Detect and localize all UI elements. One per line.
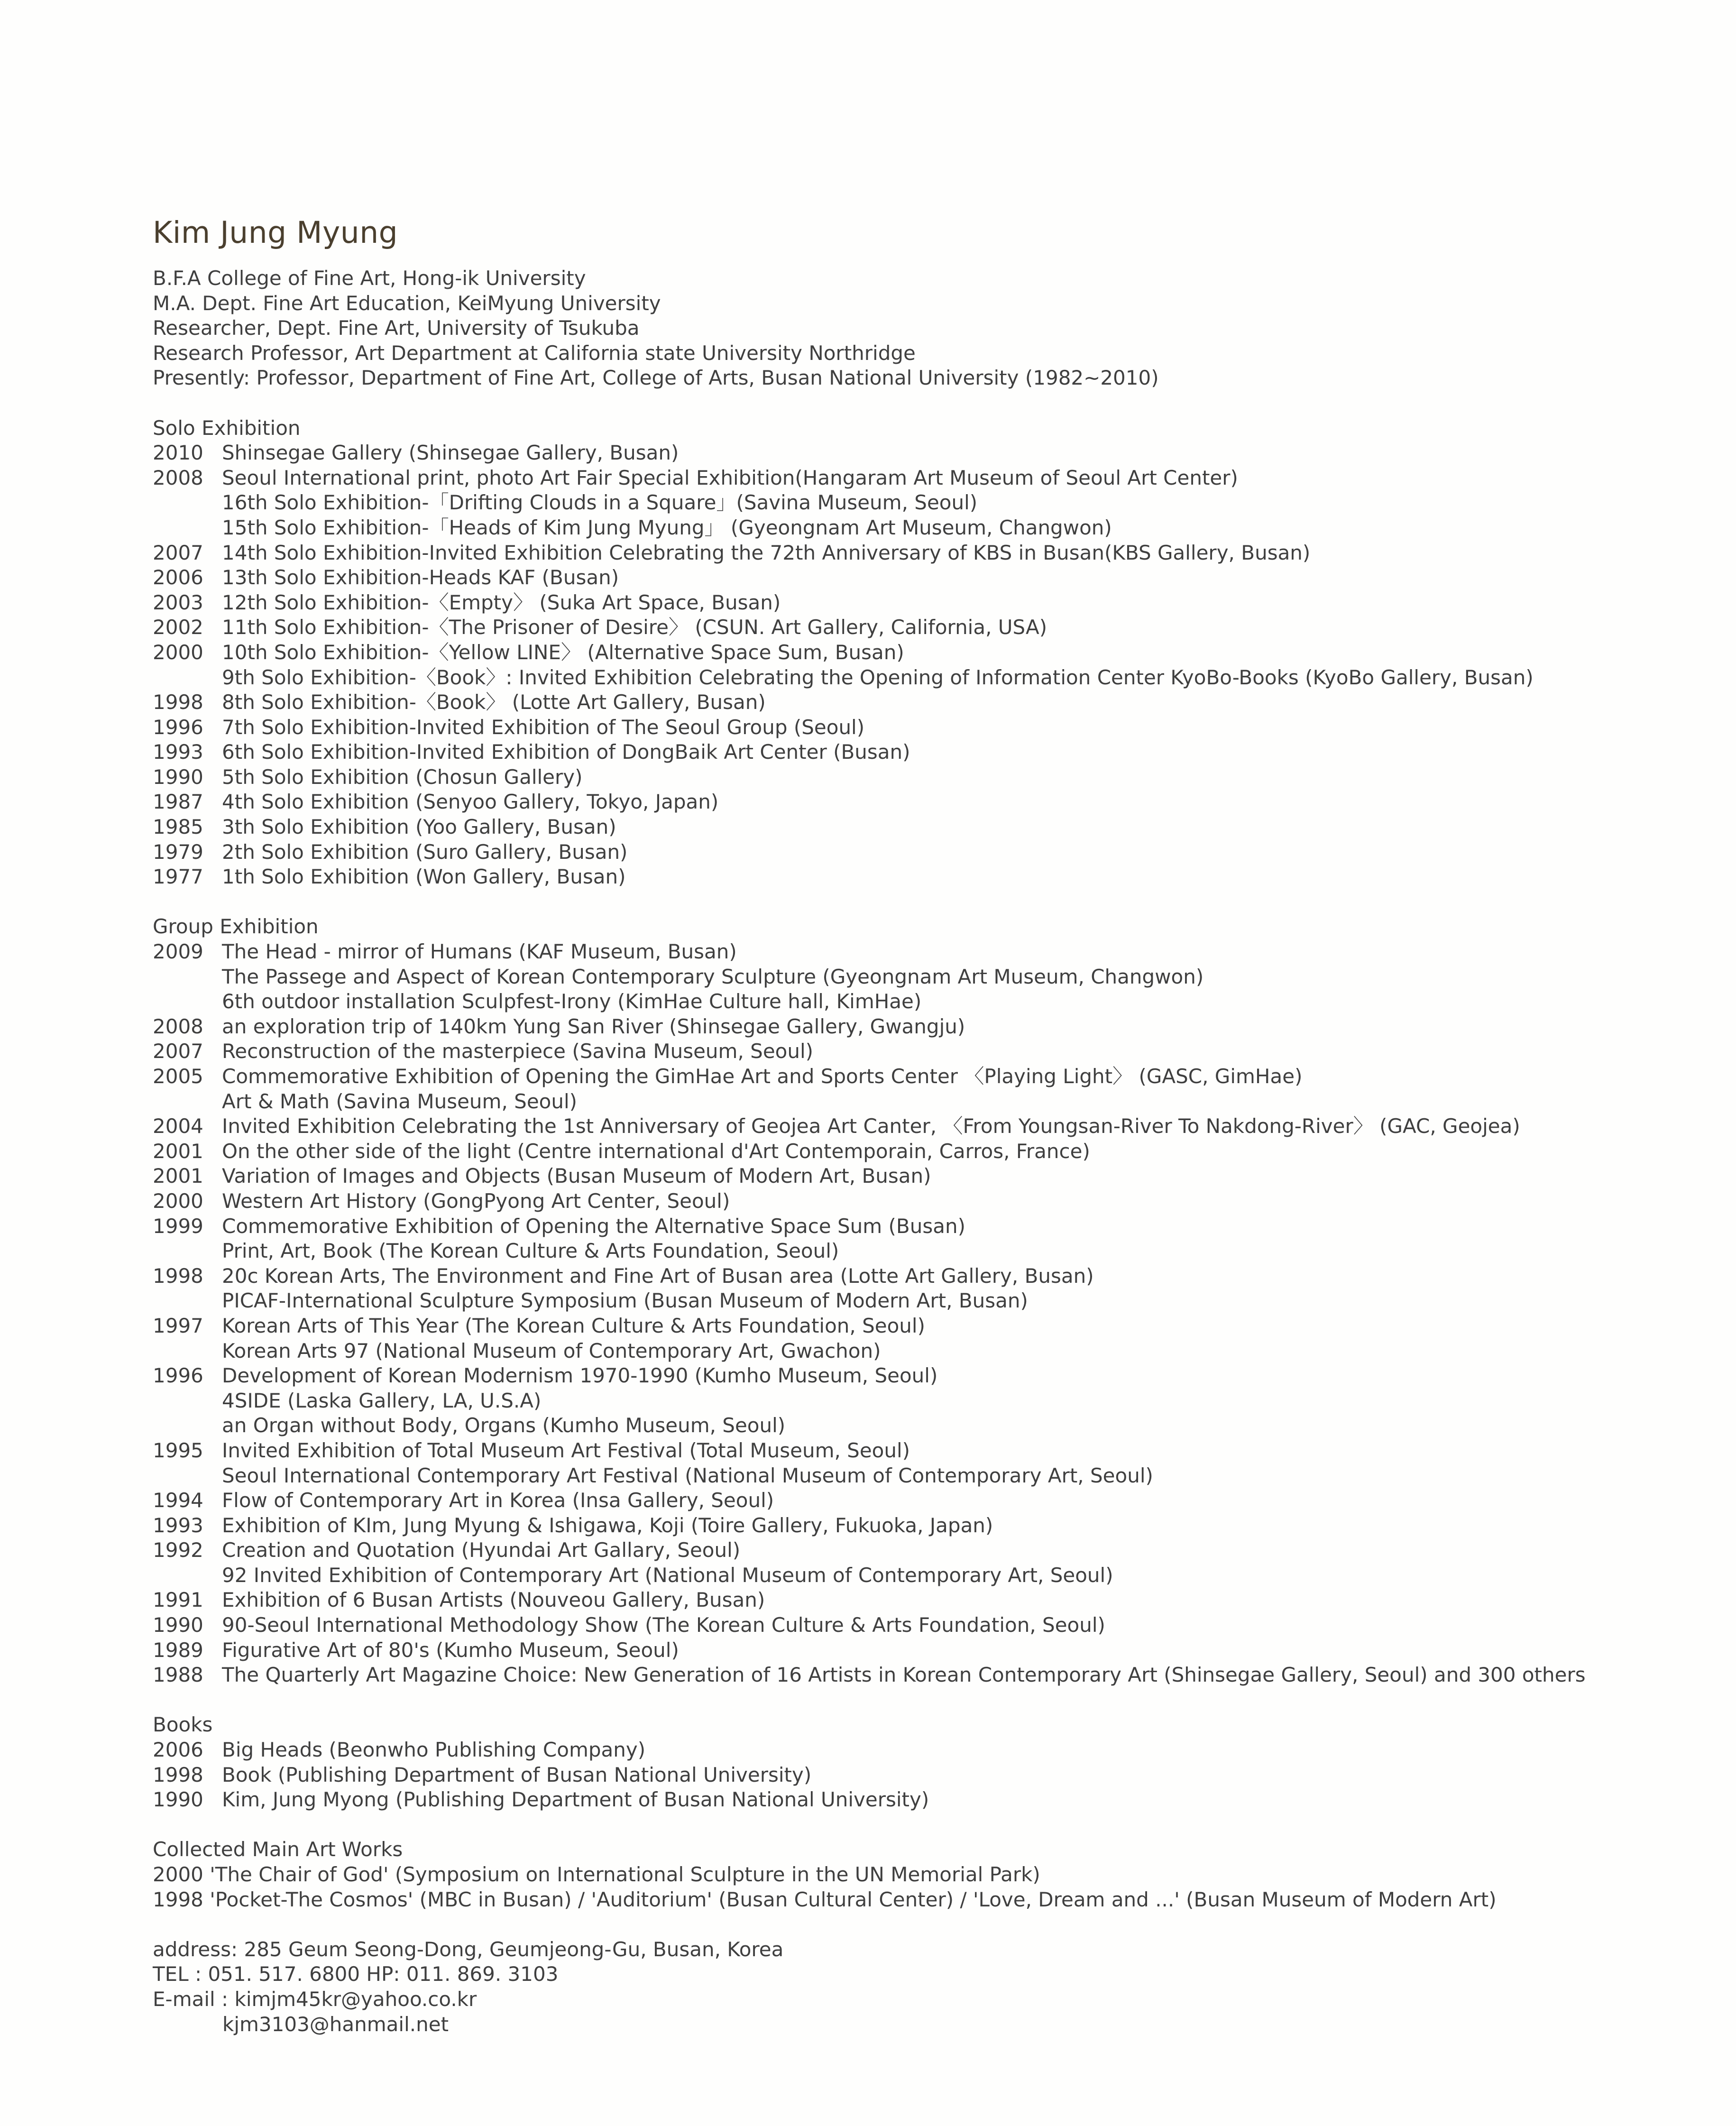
group-row [153, 1638, 1586, 1663]
entry-text: Commemorative Exhibition of Opening the Alternative Space Sum (Busan) [222, 1214, 965, 1238]
year-label: 1987 [153, 790, 203, 814]
entry-text: On the other side of the light (Centre international d'Art Contemporain, Carros, France) [222, 1139, 1090, 1163]
entry-text: 10th Solo Exhibition-〈Yellow LINE〉 (Alternative Space Sum, Busan) [222, 640, 904, 664]
entry-text: The Quarterly Art Magazine Choice: New Generation of 16 Artists in Korean Contemporary Art (Shinsegae Gallery, Seoul) and 300 others [222, 1663, 1586, 1687]
year-label: 2001 [153, 1164, 203, 1188]
year-label [153, 515, 222, 541]
solo-row [153, 640, 1586, 665]
entry-text: 9th Solo Exhibition-〈Book〉: Invited Exhibition Celebrating the Opening of Information Center KyoBo-Books (KyoBo Gallery, Busan) [222, 665, 1534, 689]
entry-text: Exhibition of KIm, Jung Myung & Ishigawa, Koji (Toire Gallery, Fukuoka, Japan) [222, 1513, 993, 1537]
group-heading: Group Exhibition [153, 915, 319, 939]
group-row [153, 1039, 1586, 1064]
year-label: 1977 [153, 865, 203, 889]
solo-row [153, 790, 1586, 815]
tel-text: TEL : 051. 517. 6800 HP: 011. 869. 3103 [153, 1962, 559, 1986]
solo-row [153, 665, 1586, 690]
entry-text: Shinsegae Gallery (Shinsegae Gallery, Busan) [222, 441, 679, 465]
education-item: B.F.A College of Fine Art, Hong-ik University [153, 267, 586, 290]
entry-text: 12th Solo Exhibition-〈Empty〉 (Suka Art Space, Busan) [222, 590, 781, 614]
entry-text: Reconstruction of the masterpiece (Savina Museum, Seoul) [222, 1040, 814, 1063]
entry-text: 5th Solo Exhibition (Chosun Gallery) [222, 765, 583, 789]
entry-text: Korean Arts 97 (National Museum of Contemporary Art, Gwachon) [222, 1339, 881, 1362]
books-list [153, 1738, 1586, 1813]
group-row [153, 1613, 1586, 1638]
year-label [153, 1288, 222, 1314]
year-label: 2007 [153, 1040, 203, 1063]
entry-text: 20c Korean Arts, The Environment and Fine Art of Busan area (Lotte Art Gallery, Busan) [222, 1264, 1094, 1288]
year-label: 1991 [153, 1588, 203, 1612]
year-label [153, 1339, 222, 1364]
year-label [153, 1389, 222, 1414]
group-row [153, 1014, 1586, 1040]
year-label: 2003 [153, 590, 203, 614]
year-label: 1996 [153, 715, 203, 739]
year-label: 1998 [153, 1264, 203, 1288]
group-row [153, 1164, 1586, 1189]
year-label [153, 1563, 222, 1588]
solo-row [153, 541, 1586, 566]
group-row [153, 1413, 1586, 1438]
entry-text: Western Art History (GongPyong Art Center, Seoul) [222, 1189, 730, 1213]
solo-row [153, 715, 1586, 740]
entry-text: Invited Exhibition of Total Museum Art Festival (Total Museum, Seoul) [222, 1438, 910, 1462]
solo-row [153, 865, 1586, 890]
entry-text: Art & Math (Savina Museum, Seoul) [222, 1089, 578, 1113]
solo-row [153, 690, 1586, 715]
entry-text: Flow of Contemporary Art in Korea (Insa Gallery, Seoul) [222, 1489, 774, 1512]
solo-row [153, 590, 1586, 616]
group-row [153, 1189, 1586, 1214]
entry-text: 1th Solo Exhibition (Won Gallery, Busan) [222, 865, 626, 889]
year-label [153, 1463, 222, 1489]
group-row [153, 1114, 1586, 1139]
solo-row [153, 840, 1586, 865]
entry-text: Seoul International Contemporary Art Festival (National Museum of Contemporary Art, Seoul) [222, 1463, 1153, 1487]
entry-text: 4SIDE (Laska Gallery, LA, U.S.A) [222, 1389, 542, 1412]
year-label [153, 1413, 222, 1438]
works-item: 1998 'Pocket-The Cosmos' (MBC in Busan) / 'Auditorium' (Busan Cultural Center) / 'Love, Dream and ...' (Busan Museum of Modern Art) [153, 1887, 1497, 1911]
books-row [153, 1787, 1586, 1813]
group-row [153, 1089, 1586, 1114]
entry-text: 90-Seoul International Methodology Show (The Korean Culture & Arts Foundation, Seoul) [222, 1613, 1105, 1637]
education-item: Researcher, Dept. Fine Art, University of Tsukuba [153, 316, 640, 340]
year-label: 1992 [153, 1538, 203, 1562]
year-label: 1996 [153, 1364, 203, 1388]
year-label: 2009 [153, 940, 203, 964]
entry-text: The Head - mirror of Humans (KAF Museum, Busan) [222, 940, 737, 964]
entry-text: 11th Solo Exhibition-〈The Prisoner of Desire〉 (CSUN. Art Gallery, California, USA) [222, 616, 1047, 639]
year-label: 2001 [153, 1139, 203, 1163]
year-label: 1988 [153, 1663, 203, 1687]
year-label: 1997 [153, 1314, 203, 1337]
entry-text: 14th Solo Exhibition-Invited Exhibition Celebrating the 72th Anniversary of KBS in Busan(KBS Gallery, Busan) [222, 541, 1311, 564]
solo-row [153, 565, 1586, 590]
entry-text: Kim, Jung Myong (Publishing Department of Busan National University) [222, 1788, 929, 1812]
education-item: M.A. Dept. Fine Art Education, KeiMyung University [153, 291, 661, 315]
cv-content [153, 266, 1586, 2037]
entry-text: 6th Solo Exhibition-Invited Exhibition of DongBaik Art Center (Busan) [222, 740, 910, 764]
year-label: 1990 [153, 1788, 203, 1812]
entry-text: Variation of Images and Objects (Busan Museum of Modern Art, Busan) [222, 1164, 931, 1188]
solo-row [153, 740, 1586, 765]
entry-text: Invited Exhibition Celebrating the 1st Anniversary of Geojea Art Canter, 〈From Youngsan-River To Nakdong-River〉 (GAC, Geojea) [222, 1114, 1520, 1138]
year-label [153, 965, 222, 990]
address-text: address: 285 Geum Seong-Dong, Geumjeong-Gu, Busan, Korea [153, 1937, 784, 1961]
year-label [153, 1089, 222, 1114]
group-row [153, 1463, 1586, 1489]
group-row [153, 1588, 1586, 1613]
entry-text: 92 Invited Exhibition of Contemporary Art (National Museum of Contemporary Art, Seoul) [222, 1563, 1113, 1587]
entry-text: Seoul International print, photo Art Fair Special Exhibition(Hangaram Art Museum of Seoul Art Center) [222, 466, 1238, 489]
entry-text: 4th Solo Exhibition (Senyoo Gallery, Tokyo, Japan) [222, 790, 719, 814]
year-label: 2008 [153, 1014, 203, 1038]
entry-text: Commemorative Exhibition of Opening the GimHae Art and Sports Center 〈Playing Light〉 (GASC, GimHae) [222, 1065, 1303, 1088]
group-row [153, 1389, 1586, 1414]
group-row [153, 1339, 1586, 1364]
entry-text: 8th Solo Exhibition-〈Book〉 (Lotte Art Gallery, Busan) [222, 690, 766, 714]
entry-text: Korean Arts of This Year (The Korean Culture & Arts Foundation, Seoul) [222, 1314, 925, 1337]
education-list [153, 266, 1586, 391]
year-label: 1998 [153, 690, 203, 714]
group-row [153, 1488, 1586, 1513]
year-label [153, 490, 222, 515]
year-label: 2010 [153, 441, 203, 465]
entry-text: Figurative Art of 80's (Kumho Museum, Seoul) [222, 1638, 679, 1662]
books-heading: Books [153, 1713, 213, 1737]
group-row [153, 1563, 1586, 1588]
group-row [153, 1064, 1586, 1089]
books-row [153, 1763, 1586, 1788]
year-label: 1993 [153, 1513, 203, 1537]
entry-text: 13th Solo Exhibition-Heads KAF (Busan) [222, 566, 619, 589]
year-label: 2006 [153, 1738, 203, 1762]
year-label: 2000 [153, 640, 203, 664]
page-title: Kim Jung Myung [153, 215, 398, 250]
entry-text: 3th Solo Exhibition (Yoo Gallery, Busan) [222, 815, 616, 839]
year-label: 1994 [153, 1489, 203, 1512]
group-row [153, 1288, 1586, 1314]
works-item: 2000 'The Chair of God' (Symposium on International Sculpture in the UN Memorial Park) [153, 1863, 1040, 1886]
year-label: 1993 [153, 740, 203, 764]
year-label: 2002 [153, 616, 203, 639]
year-label: 1990 [153, 765, 203, 789]
group-row [153, 1239, 1586, 1264]
solo-row [153, 466, 1586, 491]
solo-list [153, 441, 1586, 890]
group-row [153, 1363, 1586, 1389]
entry-text: 7th Solo Exhibition-Invited Exhibition of The Seoul Group (Seoul) [222, 715, 865, 739]
year-label: 2004 [153, 1114, 203, 1138]
year-label: 2008 [153, 466, 203, 489]
email-text-2[interactable]: kjm3103@hanmail.net [222, 2012, 449, 2036]
year-label: 2006 [153, 566, 203, 589]
entry-text: 6th outdoor installation Sculpfest-Irony (KimHae Culture hall, KimHae) [222, 990, 922, 1013]
entry-text: Exhibition of 6 Busan Artists (Nouveou Gallery, Busan) [222, 1588, 765, 1612]
group-row [153, 989, 1586, 1014]
entry-text: 15th Solo Exhibition-「Heads of Kim Jung Myung」 (Gyeongnam Art Museum, Changwon) [222, 515, 1112, 539]
group-row [153, 1214, 1586, 1239]
entry-text: an exploration trip of 140km Yung San River (Shinsegae Gallery, Gwangju) [222, 1014, 965, 1038]
group-row [153, 1538, 1586, 1563]
education-item: Research Professor, Art Department at California state University Northridge [153, 341, 916, 365]
year-label: 1979 [153, 840, 203, 864]
group-row [153, 1139, 1586, 1164]
group-row [153, 1264, 1586, 1289]
year-label [153, 1239, 222, 1264]
works-heading: Collected Main Art Works [153, 1838, 403, 1861]
solo-row [153, 490, 1586, 515]
entry-text: PICAF-International Sculpture Symposium (Busan Museum of Modern Art, Busan) [222, 1289, 1028, 1313]
year-label: 1998 [153, 1763, 203, 1786]
entry-text: 2th Solo Exhibition (Suro Gallery, Busan) [222, 840, 628, 864]
group-list [153, 939, 1586, 1688]
solo-row [153, 515, 1586, 541]
solo-row [153, 815, 1586, 840]
year-label: 1990 [153, 1613, 203, 1637]
year-label: 2007 [153, 541, 203, 564]
year-label [153, 665, 222, 690]
email-text[interactable]: E-mail : kimjm45kr@yahoo.co.kr [153, 1987, 477, 2011]
entry-text: Print, Art, Book (The Korean Culture & Arts Foundation, Seoul) [222, 1239, 839, 1263]
entry-text: Development of Korean Modernism 1970-1990 (Kumho Museum, Seoul) [222, 1364, 938, 1388]
entry-text: Creation and Quotation (Hyundai Art Gallary, Seoul) [222, 1538, 741, 1562]
group-row [153, 1663, 1586, 1688]
entry-text: Book (Publishing Department of Busan National University) [222, 1763, 812, 1786]
year-label: 2005 [153, 1065, 203, 1088]
education-item: Presently: Professor, Department of Fine Art, College of Arts, Busan National University (1982~2010) [153, 366, 1159, 390]
group-row [153, 1314, 1586, 1339]
solo-row [153, 615, 1586, 640]
entry-text: 16th Solo Exhibition-「Drifting Clouds in a Square」(Savina Museum, Seoul) [222, 491, 978, 515]
group-row [153, 965, 1586, 990]
year-label: 1995 [153, 1438, 203, 1462]
year-label [153, 989, 222, 1014]
group-row [153, 939, 1586, 965]
year-label: 2000 [153, 1189, 203, 1213]
solo-heading: Solo Exhibition [153, 416, 301, 440]
year-label: 1989 [153, 1638, 203, 1662]
year-label: 1999 [153, 1214, 203, 1238]
solo-row [153, 765, 1586, 790]
group-row [153, 1438, 1586, 1463]
entry-text: an Organ without Body, Organs (Kumho Museum, Seoul) [222, 1414, 786, 1437]
entry-text: Big Heads (Beonwho Publishing Company) [222, 1738, 646, 1762]
year-label: 1985 [153, 815, 203, 839]
group-row [153, 1513, 1586, 1538]
entry-text: The Passege and Aspect of Korean Contemporary Sculpture (Gyeongnam Art Museum, Changwon) [222, 965, 1204, 988]
books-row [153, 1738, 1586, 1763]
solo-row [153, 441, 1586, 466]
